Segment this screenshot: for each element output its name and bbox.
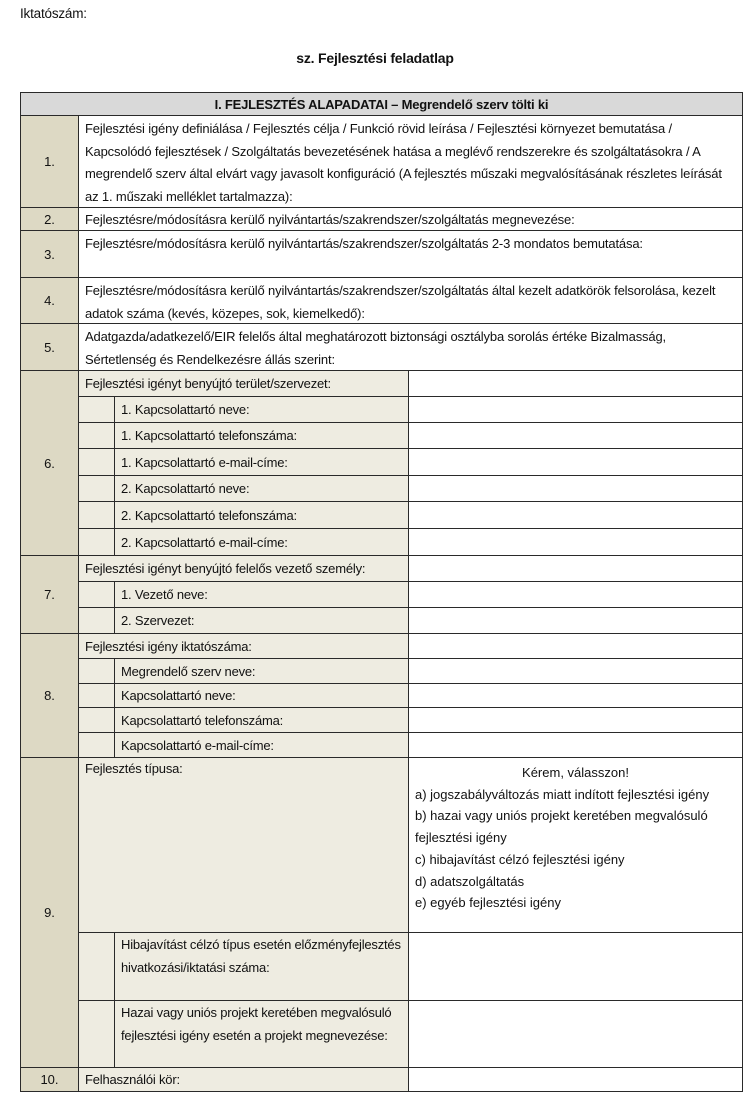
choice-option-b[interactable]: b) hazai vagy uniós projekt keretében megvalósuló fejlesztési igény [415, 808, 708, 846]
indent-cell [78, 932, 115, 1001]
indent-cell [78, 658, 115, 684]
field-label: Hibajavítást célzó típus esetén előzményfejlesztés hivatkozási/iktatási száma: [114, 932, 409, 1001]
field-label: Fejlesztési igényt benyújtó felelős vezető személy: [78, 555, 409, 582]
contact1-phone-input[interactable] [408, 422, 743, 449]
manager-organization-input[interactable] [408, 607, 743, 634]
row-number: 7. [20, 555, 79, 634]
indent-cell [78, 448, 115, 476]
field-label: 2. Kapcsolattartó neve: [114, 475, 409, 502]
development-form-table [20, 92, 743, 1092]
field-security-classification[interactable]: Adatgazda/adatkezelő/EIR felelős által meghatározott biztonsági osztályba sorolás értéke Bizalmasság, Sértetlenség és Rendelkezésre állás szerint: [78, 323, 743, 371]
field-label: Kapcsolattartó neve: [114, 683, 409, 708]
indent-cell [78, 581, 115, 608]
row-number: 5. [20, 323, 79, 371]
choice-option-c[interactable]: c) hibajavítást célzó fejlesztési igény [415, 851, 625, 867]
field-system-summary[interactable]: Fejlesztésre/módosításra kerülő nyilvántartás/szakrendszer/szolgáltatás 2-3 mondatos bemutatása: [78, 230, 743, 278]
choice-option-d[interactable]: d) adatszolgáltatás [415, 873, 525, 889]
choice-option-a[interactable]: a) jogszabályváltozás miatt indított fejlesztési igény [415, 786, 710, 802]
indent-cell [78, 607, 115, 634]
field-label: 2. Szervezet: [114, 607, 409, 634]
section-header: I. FEJLESZTÉS ALAPADATAI – Megrendelő szerv tölti ki [20, 92, 743, 116]
contact1-email-input[interactable] [408, 448, 743, 476]
choice-option-e[interactable]: e) egyéb fejlesztési igény [415, 895, 561, 911]
field-label: Kapcsolattartó telefonszáma: [114, 707, 409, 733]
field-description[interactable]: Fejlesztési igény definiálása / Fejlesztés célja / Funkció rövid leírása / Fejlesztési környezet bemutatása / Kapcsolódó fejlesztések / Szolgáltatás bevezetésének hatása a meglévő rendszerekre és szolgáltatásokra / A megrendelő szerv által elvárt vagy javasolt konfiguráció (A fejlesztés műszaki megvalósításának részletes leírását az 1. műszaki melléklet tartalmazza): [78, 115, 743, 208]
project-name-input[interactable] [408, 1000, 743, 1068]
row-number: 6. [20, 370, 79, 556]
requesting-organization-input[interactable] [408, 370, 743, 397]
row-number: 9. [20, 757, 79, 1068]
indent-cell [78, 501, 115, 529]
field-label: 1. Kapcsolattartó telefonszáma: [114, 422, 409, 449]
page-title: sz. Fejlesztési feladatlap [296, 50, 454, 66]
row-number: 2. [20, 207, 79, 231]
field-system-name[interactable]: Fejlesztésre/módosításra kerülő nyilvántartás/szakrendszer/szolgáltatás megnevezése: [78, 207, 743, 231]
indent-cell [78, 396, 115, 423]
field-label: Kapcsolattartó e-mail-címe: [114, 732, 409, 758]
field-label: 1. Vezető neve: [114, 581, 409, 608]
indent-cell [78, 528, 115, 556]
contact2-name-input[interactable] [408, 475, 743, 502]
choice-prompt: Kérem, válasszon! [522, 765, 629, 780]
contact-phone-input[interactable] [408, 707, 743, 733]
manager-name-input[interactable] [408, 581, 743, 608]
indent-cell [78, 683, 115, 708]
field-label: 2. Kapcsolattartó e-mail-címe: [114, 528, 409, 556]
contact1-name-input[interactable] [408, 396, 743, 423]
user-group-input[interactable] [408, 1067, 743, 1092]
registration-number-label: Iktatószám: [20, 6, 87, 21]
indent-cell [78, 475, 115, 502]
field-label: Fejlesztési igény iktatószáma: [78, 633, 409, 659]
responsible-manager-input[interactable] [408, 555, 743, 582]
field-label: Fejlesztési igényt benyújtó terület/szervezet: [78, 370, 409, 397]
field-label: Hazai vagy uniós projekt keretében megvalósuló fejlesztési igény esetén a projekt megnevezése: [114, 1000, 409, 1068]
field-label: Megrendelő szerv neve: [114, 658, 409, 684]
field-data-scope[interactable]: Fejlesztésre/módosításra kerülő nyilvántartás/szakrendszer/szolgáltatás által kezelt adatkörök felsorolása, kezelt adatok száma (kevés, közepes, sok, kiemelkedő): [78, 277, 743, 324]
bugfix-reference-number-input[interactable] [408, 932, 743, 1001]
contact2-phone-input[interactable] [408, 501, 743, 529]
field-label: Felhasználói kör: [78, 1067, 409, 1092]
development-type-choice[interactable] [408, 757, 743, 933]
indent-cell [78, 732, 115, 758]
row-number: 3. [20, 230, 79, 278]
field-label: 1. Kapcsolattartó neve: [114, 396, 409, 423]
contact-name-input[interactable] [408, 683, 743, 708]
row-number: 1. [20, 115, 79, 208]
row-number: 4. [20, 277, 79, 324]
indent-cell [78, 422, 115, 449]
contact2-email-input[interactable] [408, 528, 743, 556]
field-label: Fejlesztés típusa: [78, 757, 409, 933]
row-number: 8. [20, 633, 79, 758]
request-registration-number-input[interactable] [408, 633, 743, 659]
contact-email-input[interactable] [408, 732, 743, 758]
field-label: 2. Kapcsolattartó telefonszáma: [114, 501, 409, 529]
indent-cell [78, 1000, 115, 1068]
indent-cell [78, 707, 115, 733]
field-label: 1. Kapcsolattartó e-mail-címe: [114, 448, 409, 476]
ordering-body-name-input[interactable] [408, 658, 743, 684]
row-number: 10. [20, 1067, 79, 1092]
